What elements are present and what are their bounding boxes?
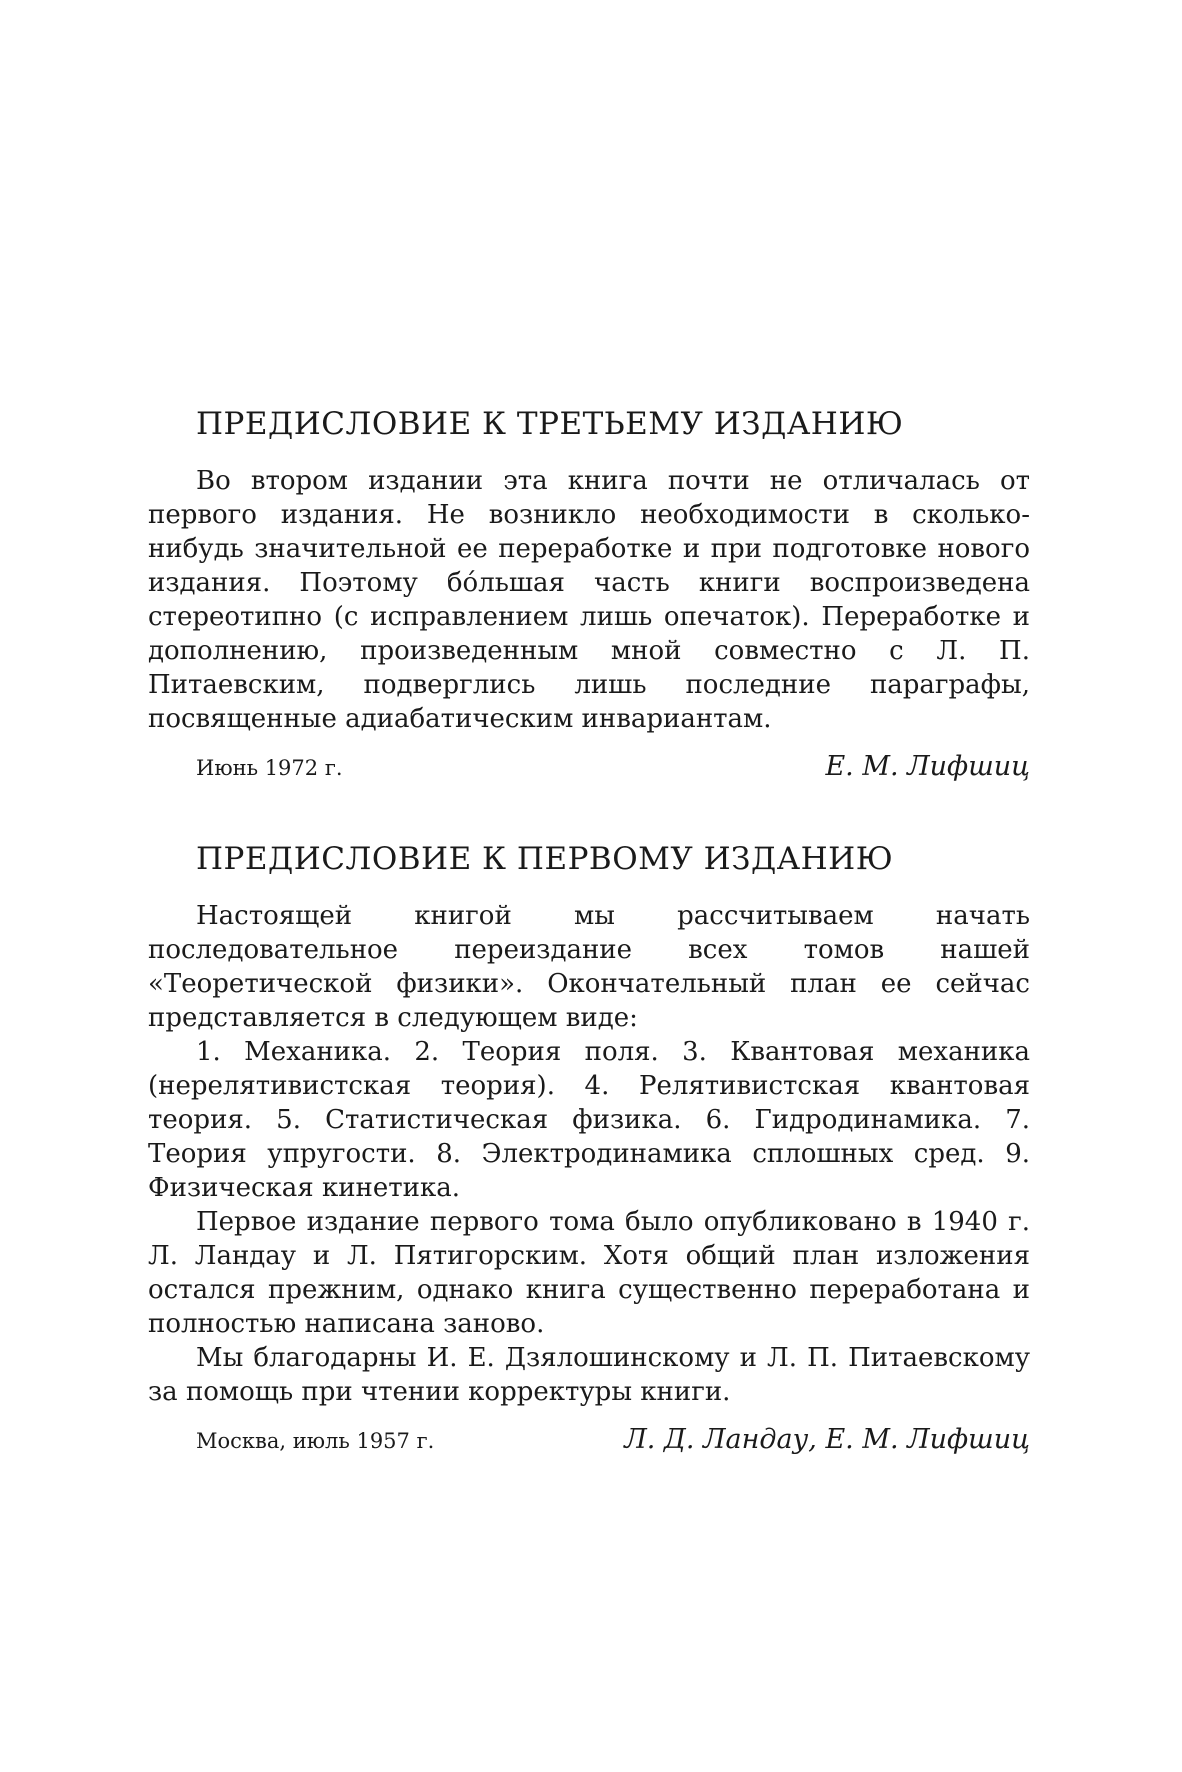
preface-first-edition — [148, 837, 1030, 1456]
paragraph: Первое издание первого тома было опубликовано в 1940 г. Л. Ландау и Л. Пятигорским. Хотя общий план изложения остался прежним, однако книга существенно переработана и полностью написана заново. — [148, 1207, 1030, 1339]
signature-date: Москва, июль 1957 г. — [196, 1429, 435, 1453]
signature-author: Е. М. Лифшиц — [825, 751, 1030, 782]
section-heading: ПРЕДИСЛОВИЕ К ТРЕТЬЕМУ ИЗДАНИЮ — [196, 406, 904, 442]
signature-row — [148, 1425, 1030, 1456]
signature-row — [148, 752, 1030, 783]
signature-date: Июнь 1972 г. — [196, 756, 343, 780]
paragraph: Настоящей книгой мы рассчитываем начать последовательное переиздание всех томов нашей «Теоретической физики». Окончательный план ее сейчас представляется в следующем виде: — [148, 901, 1030, 1033]
section-heading: ПРЕДИСЛОВИЕ К ПЕРВОМУ ИЗДАНИЮ — [196, 841, 894, 877]
paragraph: 1. Механика. 2. Теория поля. 3. Квантовая механика (нерелятивистская теория). 4. Релятивистская квантовая теория. 5. Статистическая физика. 6. Гидродинамика. 7. Теория упругости. 8. Электродинамика сплошных сред. 9. Физическая кинетика. — [148, 1037, 1030, 1203]
paragraph: Мы благодарны И. Е. Дзялошинскому и Л. П. Питаевскому за помощь при чтении корректуры книги. — [148, 1343, 1030, 1407]
paragraph: Во втором издании эта книга почти не отличалась от первого издания. Не возникло необходимости в сколько-нибудь значительной ее переработке и при подготовке нового издания. Поэтому бо́льшая часть книги воспроизведена стереотипно (с исправлением лишь опечаток). Переработке и дополнению, произведенным мной совместно с Л. П. Питаевским, подверглись лишь последние параграфы, посвященные адиабатическим инвариантам. — [148, 466, 1030, 734]
signature-author: Л. Д. Ландау, Е. М. Лифшиц — [624, 1424, 1030, 1455]
preface-third-edition — [148, 402, 1030, 783]
